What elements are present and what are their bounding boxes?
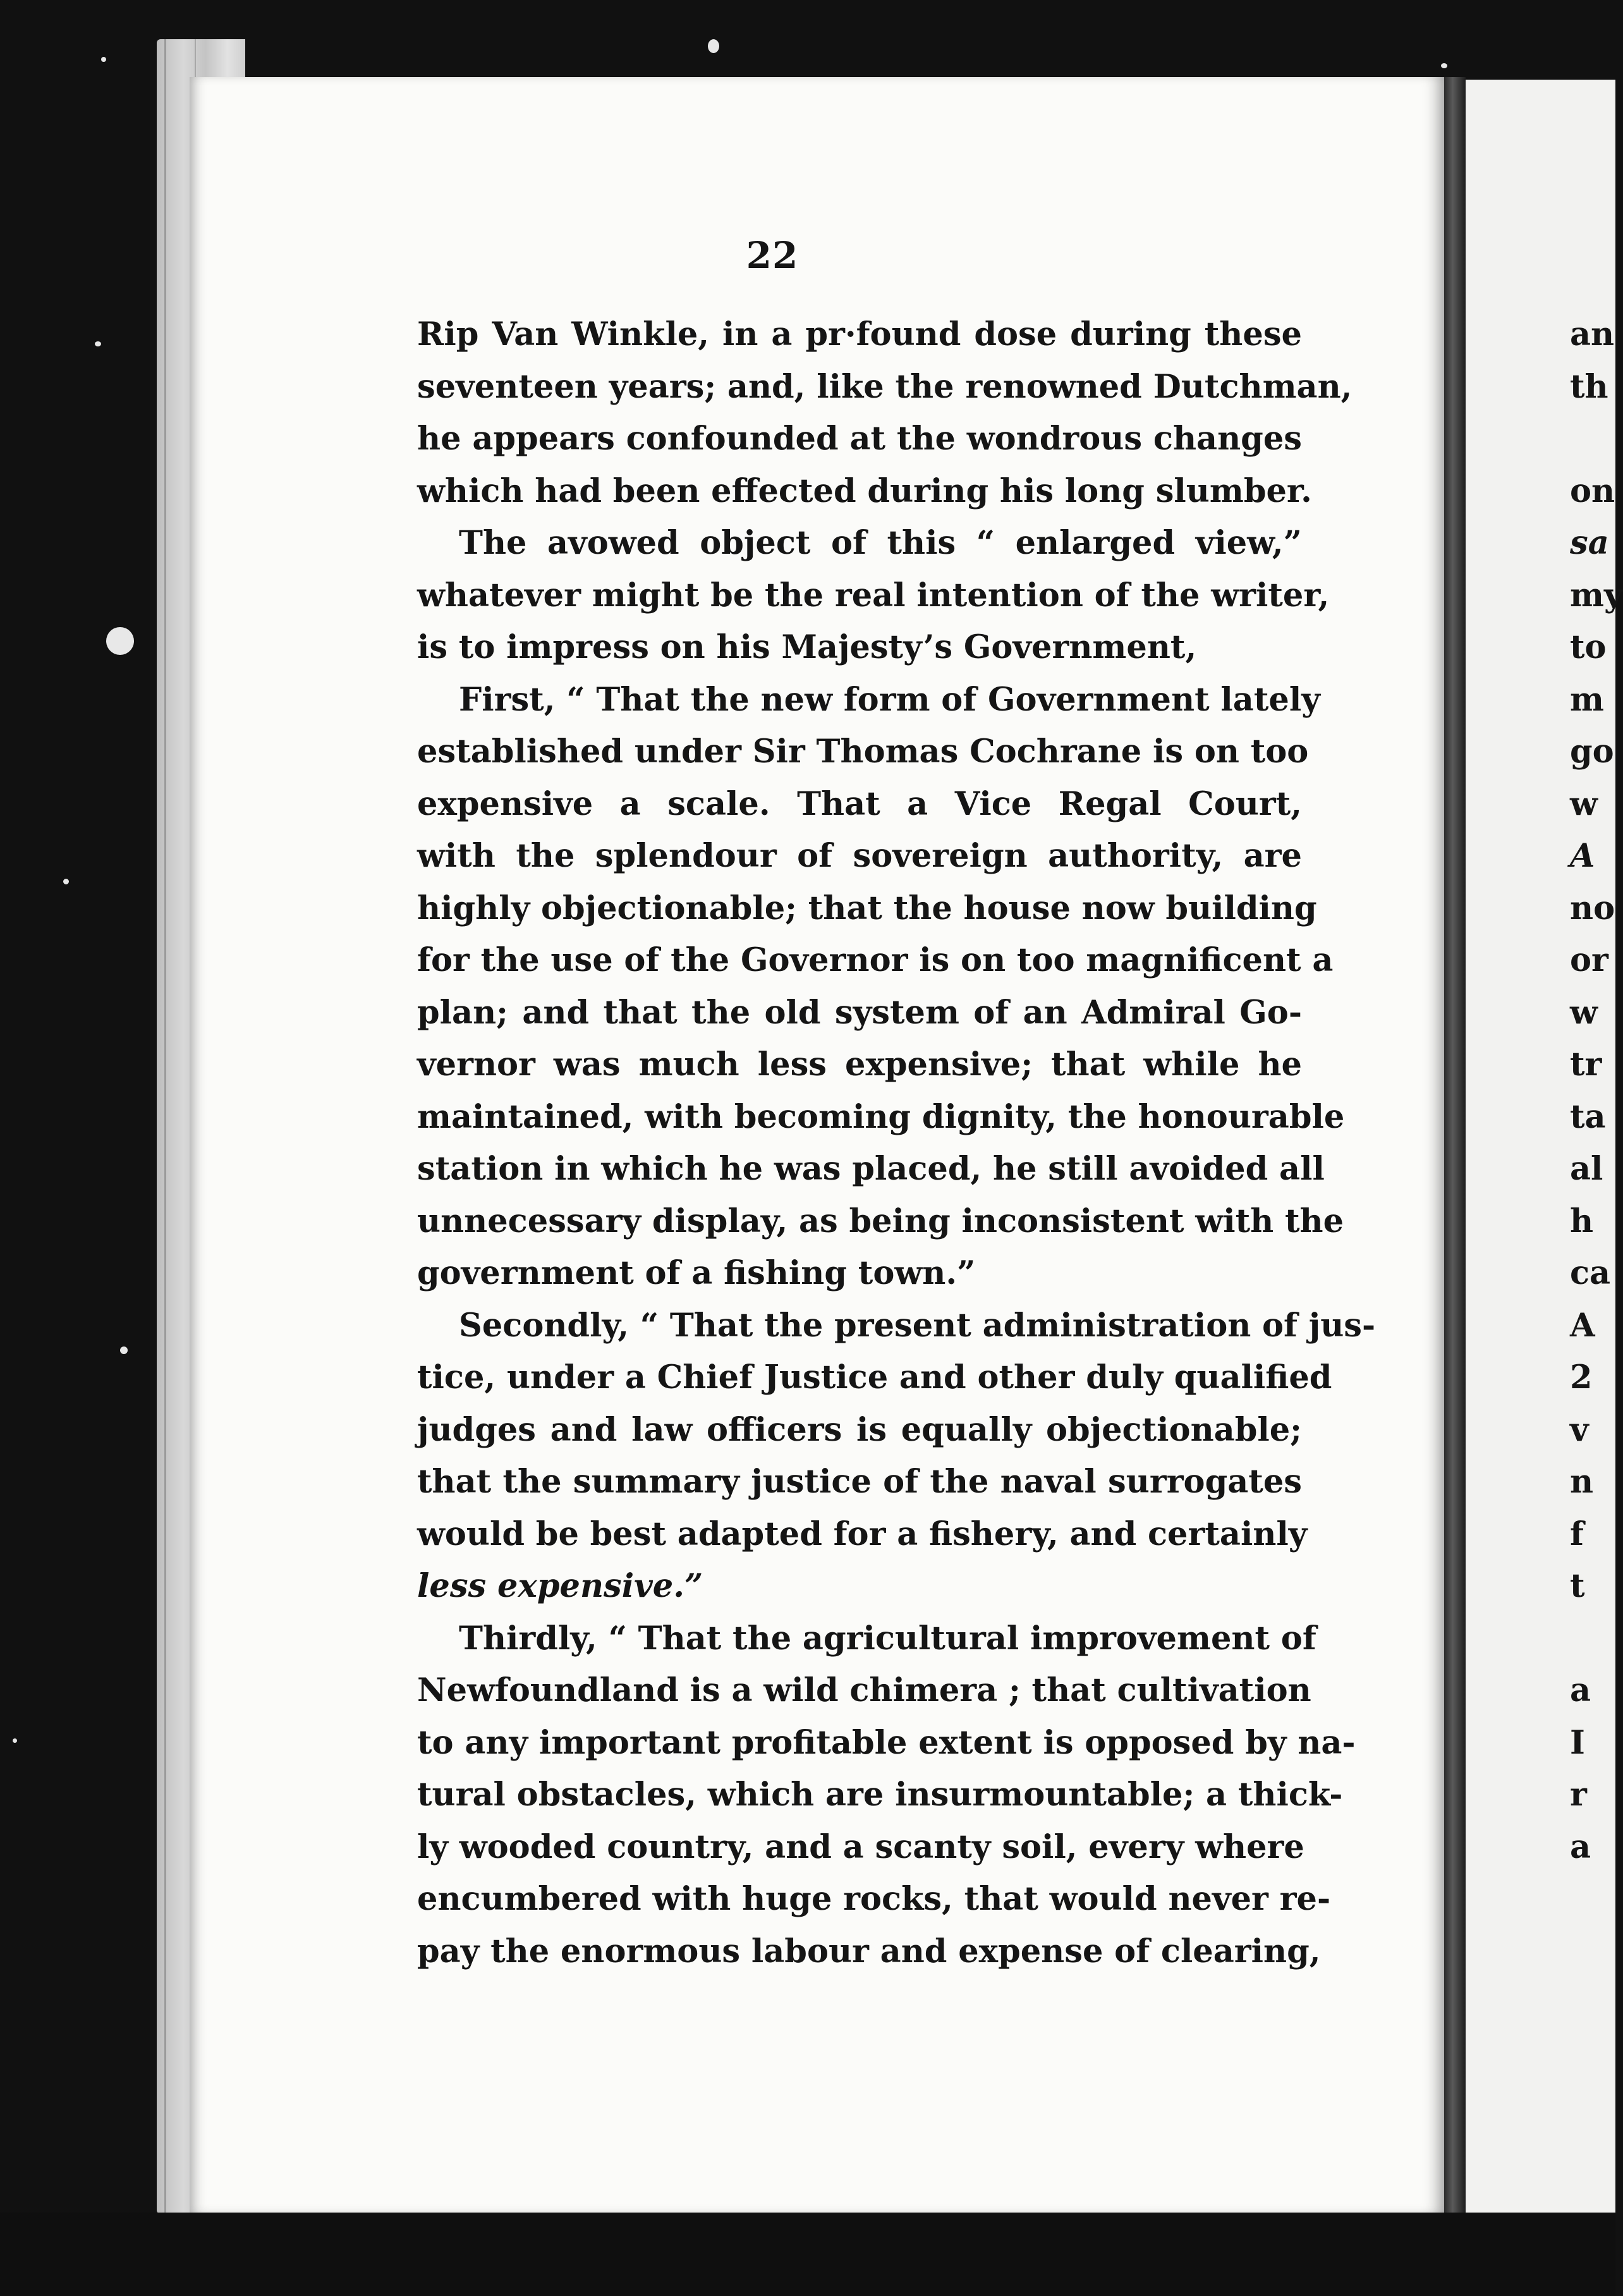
text-line: Secondly, “ That the present administration of jus- [459, 1306, 1376, 1345]
text-line: which had been effected during his long slumber. [417, 472, 1312, 510]
fragment-line: I [1570, 1723, 1585, 1762]
fragment-line: f [1570, 1515, 1584, 1553]
text-line: judges and law officers is equally objectionable; [417, 1410, 1302, 1449]
facing-page-text-fragments [1570, 308, 1623, 1873]
scan-speck [1441, 63, 1447, 68]
text-line: The avowed object of this “ enlarged view,” [459, 524, 1302, 562]
fragment-line: a [1570, 1671, 1591, 1709]
fragment-line: a [1570, 1828, 1591, 1866]
text-line: to any important profitable extent is opposed by na- [417, 1723, 1356, 1762]
text-line: Newfoundland is a wild chimera ; that cultivation [417, 1671, 1311, 1709]
fragment-line: on [1570, 472, 1615, 510]
fragment-line: 2 [1570, 1359, 1593, 1396]
text-line: less expensive.” [417, 1567, 703, 1605]
fragment-line: sa [1570, 524, 1609, 562]
fragment-line [1570, 413, 1615, 465]
scan-speck [708, 39, 719, 53]
text-line: seventeen years; and, like the renowned Dutchman, [417, 367, 1352, 406]
text-line: government of a fishing town.” [417, 1254, 976, 1292]
scan-speck [120, 1346, 128, 1354]
fragment-line: tr [1570, 1046, 1602, 1084]
fragment-line: to [1570, 628, 1607, 666]
text-line: maintained, with becoming dignity, the honourable [417, 1097, 1345, 1136]
fragment-line: my [1570, 576, 1623, 614]
fragment-line: w [1570, 993, 1598, 1032]
fragment-line: r [1570, 1776, 1587, 1814]
fragment-line: or [1570, 941, 1608, 979]
text-line: expensive a scale. That a Vice Regal Court, [417, 785, 1302, 823]
scan-speck [106, 627, 134, 655]
fragment-line: an [1570, 315, 1615, 353]
scan-bottom-edge [0, 2213, 1615, 2296]
text-line: Thirdly, “ That the agricultural improvement of [459, 1619, 1316, 1658]
text-line: established under Sir Thomas Cochrane is on too [417, 733, 1309, 771]
text-line: whatever might be the real intention of the writer, [417, 576, 1330, 614]
fragment-line: t [1570, 1567, 1585, 1605]
fragment-line: ta [1570, 1097, 1606, 1136]
fragment-line [1570, 1613, 1615, 1665]
text-line: station in which he was placed, he still avoided all [417, 1150, 1325, 1188]
text-line: plan; and that the old system of an Admiral Go- [417, 993, 1302, 1032]
text-line: for the use of the Governor is on too magnificent a [417, 941, 1334, 979]
fragment-line: w [1570, 785, 1598, 823]
book-gutter [1444, 77, 1466, 2245]
text-line: First, “ That the new form of Government lately [459, 680, 1320, 719]
text-line: tural obstacles, which are insurmountable; a thick- [417, 1776, 1343, 1814]
text-line: is to impress on his Majesty’s Government, [417, 628, 1197, 666]
text-line: highly objectionable; that the house now building [417, 889, 1317, 927]
text-line: with the splendour of sovereign authority, are [417, 837, 1302, 875]
text-line: he appears confounded at the wondrous changes [417, 420, 1302, 458]
fragment-line: n [1570, 1463, 1594, 1501]
fragment-line: v [1570, 1410, 1589, 1449]
page-body-text [417, 308, 1376, 1977]
text-line: would be best adapted for a fishery, and certainly [417, 1515, 1308, 1553]
fragment-line: m [1570, 680, 1604, 719]
fragment-line: no [1570, 889, 1615, 927]
fragment-line: al [1570, 1150, 1603, 1188]
scan-speck [101, 57, 106, 62]
fragment-line: th [1570, 367, 1608, 406]
fragment-line: A [1570, 1306, 1595, 1345]
text-line: unnecessary display, as being inconsistent with the [417, 1202, 1344, 1240]
scan-speck [63, 879, 69, 884]
fragment-line: go [1570, 733, 1614, 771]
text-line: encumbered with huge rocks, that would never re- [417, 1880, 1331, 1918]
text-line: tice, under a Chief Justice and other duly qualified [417, 1359, 1332, 1396]
fragment-line: h [1570, 1202, 1594, 1240]
text-line: ly wooded country, and a scanty soil, every where [417, 1828, 1304, 1866]
text-line: vernor was much less expensive; that while he [417, 1046, 1302, 1084]
fragment-line: ca [1570, 1254, 1611, 1292]
scan-speck [95, 341, 101, 346]
text-line: Rip Van Winkle, in a pr·found dose during these [417, 315, 1302, 353]
page-number: 22 [746, 234, 799, 277]
text-line: pay the enormous labour and expense of clearing, [417, 1932, 1321, 1970]
text-line: that the summary justice of the naval surrogates [417, 1463, 1302, 1501]
fragment-line: A [1570, 837, 1595, 875]
scan-speck [13, 1738, 17, 1743]
